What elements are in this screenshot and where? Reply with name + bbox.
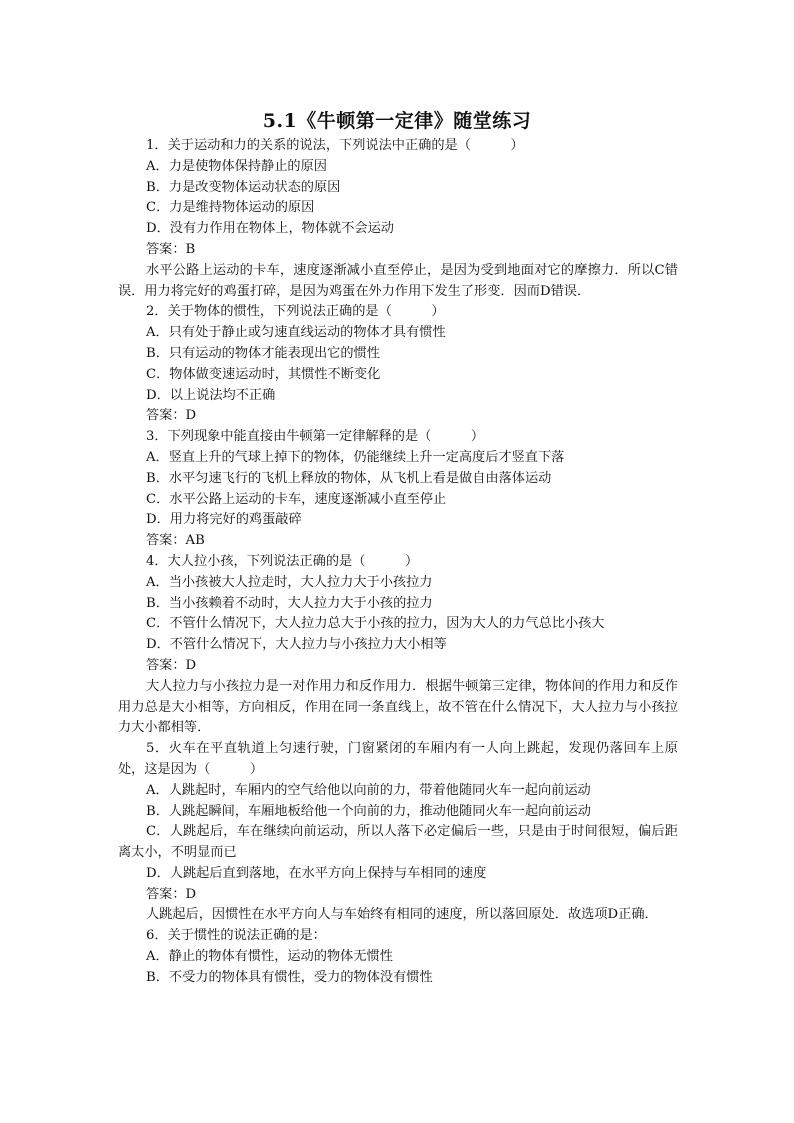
question-5-option-d: D．人跳起后直到落地，在水平方向上保持与车相同的速度 — [146, 865, 487, 881]
question-4-option-c: C．不管什么情况下，大人拉力总大于小孩的拉力，因为大人的力气总比小孩大 — [146, 616, 605, 632]
question-1-option-a: A．力是使物体保持静止的原因 — [146, 158, 327, 174]
question-6-stem: 6．关于惯性的说法正确的是： — [146, 928, 326, 944]
question-3-option-a: A．竖直上升的气球上掉下的物体，仍能继续上升一定高度后才竖直下落 — [146, 449, 565, 465]
question-1-answer: 答案：B — [146, 241, 196, 257]
question-6-option-a: A．静止的物体有惯性，运动的物体无惯性 — [146, 949, 393, 965]
question-5-stem: 5．火车在平直轨道上匀速行驶，门窗紧闭的车厢内有一人向上跳起，发现仍落回车上原处，这是因为（ ） — [118, 741, 678, 777]
question-4-option-b: B．当小孩赖着不动时，大人拉力大于小孩的拉力 — [146, 595, 433, 611]
question-1-option-b: B．力是改变物体运动状态的原因 — [146, 179, 341, 195]
question-2-option-c: C．物体做变速运动时，其惯性不断变化 — [146, 366, 381, 382]
document-title: 5.1《牛顿第一定律》随堂练习 — [262, 110, 532, 132]
question-1-explanation: 水平公路上运动的卡车，速度逐渐减小直至停止，是因为受到地面对它的摩擦力．所以C错误．用力将完好的鸡蛋打碎，是因为鸡蛋在外力作用下发生了形变．因而D错误． — [118, 262, 678, 299]
question-4-option-a: A．当小孩被大人拉走时，大人拉力大于小孩拉力 — [146, 574, 433, 590]
question-4-stem: 4．大人拉小孩，下列说法正确的是（ ） — [146, 553, 419, 569]
question-5-option-a: A．人跳起时，车厢内的空气给他以向前的力，带着他随同火车一起向前运动 — [146, 782, 591, 798]
question-1-option-d: D．没有力作用在物体上，物体就不会运动 — [146, 221, 394, 237]
question-2-stem: 2．关于物体的惯性，下列说法正确的是（ ） — [146, 304, 445, 320]
question-3-option-b: B．水平匀速飞行的飞机上释放的物体，从飞机上看是做自由落体运动 — [146, 470, 552, 486]
question-2-answer: 答案：D — [146, 408, 197, 424]
question-4-option-d: D．不管什么情况下，大人拉力与小孩拉力大小相等 — [146, 637, 447, 653]
question-3-option-d: D．用力将完好的鸡蛋敲碎 — [146, 512, 302, 528]
question-2-option-b: B．只有运动的物体才能表现出它的惯性 — [146, 345, 380, 361]
question-4-explanation: 大人拉力与小孩拉力是一对作用力和反作用力．根据牛顿第三定律，物体间的作用力和反作用力总是大小相等，方向相反，作用在同一条直线上，故不管在什么情况下，大人拉力与小孩拉力大小都相等． — [118, 678, 678, 736]
question-3-option-c: C．水平公路上运动的卡车，速度逐渐减小直至停止 — [146, 491, 447, 507]
question-1-option-c: C．力是维持物体运动的原因 — [146, 200, 315, 216]
question-5-option-c: C．人跳起后，车在继续向前运动，所以人落下必定偏后一些，只是由于时间很短，偏后距离太小，不明显而已 — [118, 824, 678, 861]
question-2-option-d: D．以上说法均不正确 — [146, 387, 276, 403]
question-3-answer: 答案：AB — [146, 533, 205, 549]
question-4-answer: 答案：D — [146, 657, 197, 673]
question-6-option-b: B．不受力的物体具有惯性，受力的物体没有惯性 — [146, 969, 433, 985]
question-2-option-a: A．只有处于静止或匀速直线运动的物体才具有惯性 — [146, 325, 446, 341]
question-5-explanation: 人跳起后，因惯性在水平方向人与车始终有相同的速度，所以落回原处．故选项D正确． — [146, 907, 658, 923]
question-5-answer: 答案：D — [146, 886, 197, 902]
document-body — [118, 136, 678, 989]
question-5-option-b: B．人跳起瞬间，车厢地板给他一个向前的力，推动他随同火车一起向前运动 — [146, 803, 591, 819]
question-3-stem: 3．下列现象中能直接由牛顿第一定律解释的是（ ） — [146, 429, 485, 445]
question-1-stem: 1．关于运动和力的关系的说法，下列说法中正确的是（ ） — [146, 138, 524, 153]
